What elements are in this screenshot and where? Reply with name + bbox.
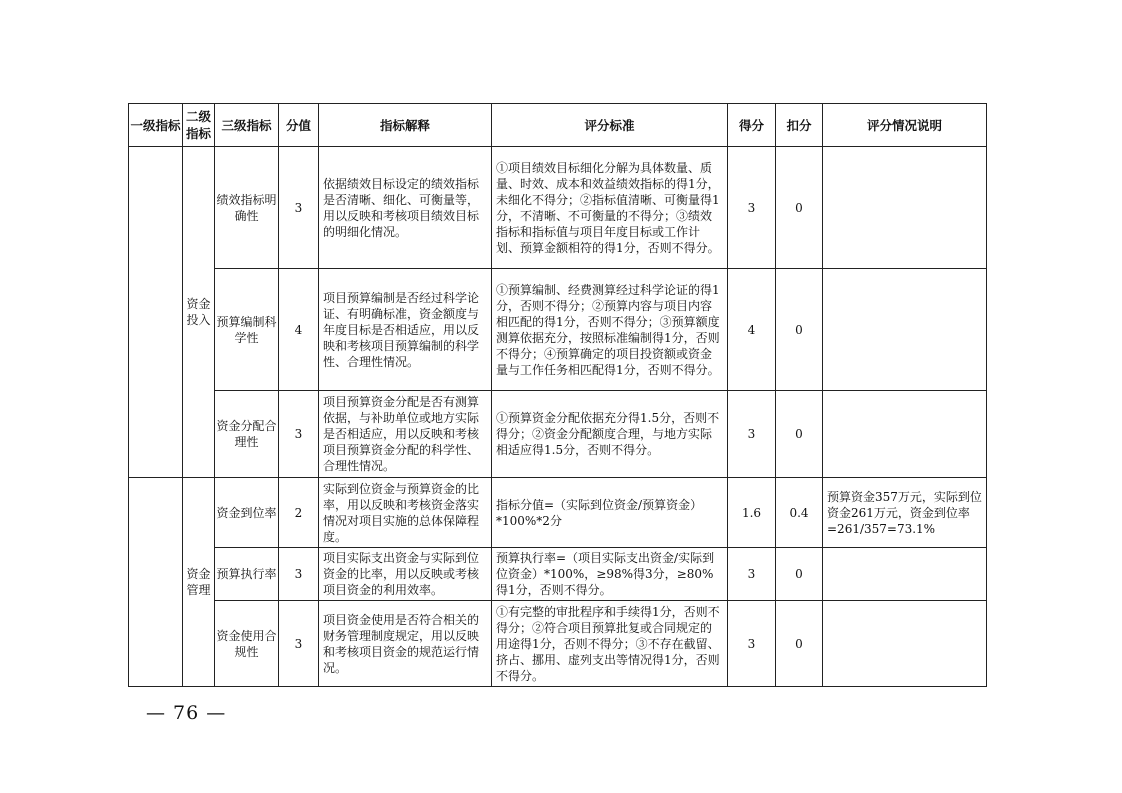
table-header-row	[129, 104, 987, 147]
note-cell	[823, 391, 987, 478]
deduct-cell: 0	[776, 147, 823, 269]
got-cell: 3	[728, 391, 776, 478]
criteria-cell: 指标分值=（实际到位资金/预算资金）*100%*2分	[492, 478, 728, 548]
table-row	[129, 391, 987, 478]
header-level3: 三级指标	[215, 104, 279, 147]
score-cell: 2	[279, 478, 319, 548]
level2-cell: 资金投入	[183, 147, 215, 478]
table-row	[129, 548, 987, 601]
header-explanation: 指标解释	[319, 104, 492, 147]
header-level1: 一级指标	[129, 104, 183, 147]
header-score: 分值	[279, 104, 319, 147]
deduct-cell: 0	[776, 269, 823, 391]
score-cell: 3	[279, 147, 319, 269]
explanation-cell: 项目预算资金分配是否有测算依据，与补助单位或地方实际是否相适应，用以反映和考核项目预算资金分配的科学性、合理性情况。	[319, 391, 492, 478]
got-cell: 3	[728, 601, 776, 687]
got-cell: 3	[728, 548, 776, 601]
explanation-cell: 项目预算编制是否经过科学论证、有明确标准，资金额度与年度目标是否相适应，用以反映和考核项目预算编制的科学性、合理性情况。	[319, 269, 492, 391]
note-cell: 预算资金357万元，实际到位资金261万元，资金到位率=261/357=73.1%	[823, 478, 987, 548]
explanation-cell: 依据绩效目标设定的绩效指标是否清晰、细化、可衡量等，用以反映和考核项目绩效目标的明细化情况。	[319, 147, 492, 269]
table-row	[129, 601, 987, 687]
criteria-cell: ①项目绩效目标细化分解为具体数量、质量、时效、成本和效益绩效指标的得1分，未细化不得分；②指标值清晰、可衡量得1分，不清晰、不可衡量的不得分；③绩效指标和指标值与项目年度目标或工作计划、预算金额相符的得1分，否则不得分。	[492, 147, 728, 269]
criteria-cell: ①预算编制、经费测算经过科学论证的得1分，否则不得分；②预算内容与项目内容相匹配的得1分，否则不得分；③预算额度测算依据充分，按照标准编制得1分，否则不得分；④预算确定的项目投资额或资金量与工作任务相匹配得1分，否则不得分。	[492, 269, 728, 391]
score-cell: 3	[279, 548, 319, 601]
table-row	[129, 147, 987, 269]
level1-cell	[129, 478, 183, 687]
deduct-cell: 0	[776, 548, 823, 601]
level3-cell: 预算执行率	[215, 548, 279, 601]
got-cell: 4	[728, 269, 776, 391]
note-cell	[823, 147, 987, 269]
criteria-cell: ①有完整的审批程序和手续得1分，否则不得分；②符合项目预算批复或合同规定的用途得1分，否则不得分；③不存在截留、挤占、挪用、虚列支出等情况得1分，否则不得分。	[492, 601, 728, 687]
criteria-cell: ①预算资金分配依据充分得1.5分，否则不得分；②资金分配额度合理，与地方实际相适应得1.5分，否则不得分。	[492, 391, 728, 478]
header-level2: 二级指标	[183, 104, 215, 147]
note-cell	[823, 601, 987, 687]
level2-cell: 资金管理	[183, 478, 215, 687]
score-cell: 3	[279, 601, 319, 687]
level3-cell: 资金到位率	[215, 478, 279, 548]
score-cell: 3	[279, 391, 319, 478]
table-row	[129, 478, 987, 548]
header-deduct: 扣分	[776, 104, 823, 147]
explanation-cell: 实际到位资金与预算资金的比率，用以反映和考核资金落实情况对项目实施的总体保障程度。	[319, 478, 492, 548]
explanation-cell: 项目资金使用是否符合相关的财务管理制度规定，用以反映和考核项目资金的规范运行情况。	[319, 601, 492, 687]
level1-cell	[129, 147, 183, 478]
got-cell: 3	[728, 147, 776, 269]
deduct-cell: 0	[776, 391, 823, 478]
header-criteria: 评分标准	[492, 104, 728, 147]
page-number: — 76 —	[146, 702, 227, 724]
header-note: 评分情况说明	[823, 104, 987, 147]
table-row	[129, 269, 987, 391]
level3-cell: 资金使用合规性	[215, 601, 279, 687]
deduct-cell: 0	[776, 601, 823, 687]
note-cell	[823, 269, 987, 391]
level3-cell: 绩效指标明确性	[215, 147, 279, 269]
header-got: 得分	[728, 104, 776, 147]
performance-evaluation-table	[128, 103, 987, 687]
criteria-cell: 预算执行率=（项目实际支出资金/实际到位资金）*100%，≥98%得3分，≥80%得1分，否则不得分。	[492, 548, 728, 601]
score-cell: 4	[279, 269, 319, 391]
level3-cell: 资金分配合理性	[215, 391, 279, 478]
note-cell	[823, 548, 987, 601]
got-cell: 1.6	[728, 478, 776, 548]
explanation-cell: 项目实际支出资金与实际到位资金的比率，用以反映或考核项目资金的利用效率。	[319, 548, 492, 601]
deduct-cell: 0.4	[776, 478, 823, 548]
level3-cell: 预算编制科学性	[215, 269, 279, 391]
